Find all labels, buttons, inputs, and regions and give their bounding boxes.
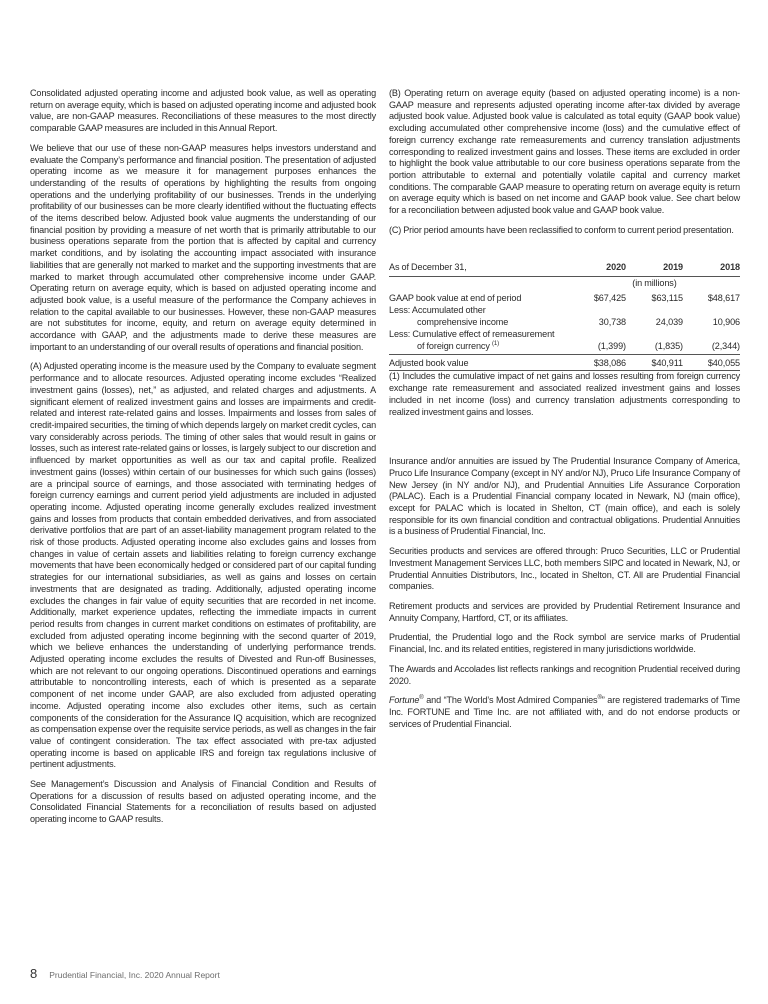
table-cell: 30,738: [598, 317, 626, 328]
row-label-gaap-book-value: GAAP book value at end of period: [389, 293, 522, 304]
table-year-2020: 2020: [606, 262, 626, 273]
disclosure-insurance: Insurance and/or annuities are issued by The Prudential Insurance Company of America, Pruco Life Insurance Company (except in NY and/or NJ), Pruco Life Insurance Company of New Jersey (in NY and/or NJ), and Prudential Annuities Life Assurance Corporation (PALAC). Each is a Prudential Financial company located in Newark, NJ (main office), except for PALAC which is located in Shelton, CT (main office), and each is solely responsible for its own financial condition and contractual obligations. Prudential Annuities is a business of Prudential Financial, Inc.: [389, 456, 740, 537]
disclosure-service-marks: Prudential, the Prudential logo and the Rock symbol are service marks of Prudential Financial, Inc. and its related entities, registered in many jurisdictions worldwide.: [389, 632, 740, 655]
disclosure-fortune: Fortune® and “The World’s Most Admired Companies®” are registered trademarks of Time Inc. FORTUNE and Time Inc. are not affiliated with, and do not endorse products or services of Prudential Financial.: [389, 695, 740, 729]
table-header-label: As of December 31,: [389, 262, 467, 273]
left-column: [30, 88, 376, 834]
footnote-marker: (1): [491, 341, 499, 348]
paragraph-operating-return: (B) Operating return on average equity (based on adjusted operating income) is a non-GAAP measure and represents adjusted operating income after-tax divided by average adjusted book value. Adjusted book value is calculated as total equity (GAAP book value) excluding accumulated other comprehensive income (loss) and the cumulative effect of foreign currency exchange rate remeasurements and currency translation adjustments corresponding to realized investment gains and losses. These items are excluded in order to highlight the book value attributable to our core business operations separate from the portion attributable to external and potentially volatile capital and currency market conditions. The comparable GAAP measure to operating return on average equity is return on average equity which is based on net income and GAAP book value. See chart below for a reconciliation between adjusted book value and GAAP book value.: [389, 88, 740, 216]
table-year-2018: 2018: [720, 262, 740, 273]
disclosure-securities: Securities products and services are offered through: Pruco Securities, LLC or Prudential Investment Management Services LLC, both members SIPC and located in Newark, NJ, or Prudential Annuities Distributors, Inc., located in Shelton, CT. All are Prudential Financial companies.: [389, 546, 740, 592]
row-label-adjusted-book-value: Adjusted book value: [389, 358, 469, 369]
table-row: [389, 316, 740, 328]
paragraph-non-gaap-rationale: We believe that our use of these non-GAAP measures helps investors understand and evaluate the Company’s performance and financial position. The presentation of adjusted operating income as we measure it for management purposes enhances the understanding of the results of operations by highlighting the results from ongoing operations and the underlying profitability of our businesses. Trends in the underlying profitability of our businesses can be more clearly identified without the fluctuating effects of the items described below. Adjusted book value augments the understanding of our financial position by providing a measure of net worth that is primarily attributable to our business operations separate from the portion that is affected by capital and currency market conditions, and by isolating the accounting impact associated with insurance liabilities that are generally not marked to market and the supporting investments that are marked to market through accumulated other comprehensive income under GAAP. Operating return on average equity, which is based on adjusted operating income and adjusted book value, is a useful measure of the performance the Company achieves in relation to the capital available to our businesses. However, these non-GAAP measures are not substitutes for income, equity, and return on average equity determined in accordance with GAAP, and the adjustments made to derive these measures are important to an understanding of our overall results of operations and financial position.: [30, 142, 376, 352]
right-column: [389, 88, 740, 738]
table-row: [389, 340, 740, 352]
row-label-remeasurement-a: Less: Cumulative effect of remeasurement: [389, 329, 555, 340]
table-header-row: [389, 261, 740, 277]
table-cell: (1,835): [654, 341, 683, 352]
table-footnote: (1) Includes the cumulative impact of net gains and losses resulting from foreign currency exchange rate remeasurement and associated realized investment gains and losses included in net income (loss) and currency translation adjustments corresponding to realized investment gains and losses.: [389, 371, 740, 417]
table-cell: $40,911: [651, 358, 683, 369]
table-cell: $38,086: [593, 358, 626, 369]
table-cell: 10,906: [712, 317, 740, 328]
row-label-aoci-a: Less: Accumulated other: [389, 305, 486, 316]
footer-publication-title: Prudential Financial, Inc. 2020 Annual Report: [49, 970, 220, 980]
disclosure-retirement: Retirement products and services are provided by Prudential Retirement Insurance and Annuity Company, Hartford, CT, or its affiliates.: [389, 600, 740, 623]
table-row: [389, 304, 740, 316]
page-number: 8: [30, 966, 38, 981]
table-cell: $48,617: [707, 293, 740, 304]
paragraph-see-mdna: See Management’s Discussion and Analysis of Financial Condition and Results of Operations for a discussion of results based on adjusted operating income, and the Consolidated Financial Statements for a reconciliation of results based on adjusted operating income to GAAP results.: [30, 779, 376, 825]
table-cell: (2,344): [711, 341, 740, 352]
table-year-2019: 2019: [663, 262, 683, 273]
page-footer: [30, 966, 220, 981]
table-cell: $63,115: [651, 293, 683, 304]
table-cell: $67,425: [593, 293, 626, 304]
table-row: [389, 328, 740, 340]
table-row: [389, 292, 740, 304]
table-cell: 24,039: [655, 317, 683, 328]
paragraph-adjusted-operating-income: (A) Adjusted operating income is the measure used by the Company to evaluate segment performance and to allocate resources. Adjusted operating income excludes “Realized investment gains (losses), net,” as adjusted, and related charges and adjustments. A significant element of realized investment gains and losses are impairments and credit-related and interest rate-related gains and losses. Impairments and losses from sales of credit-impaired securities, the timing of which depends largely on market credit cycles, can vary considerably across periods. The timing of other sales that would result in gains or losses, such as interest rate-related gains or losses, is largely subject to our discretion and influenced by market opportunities as well as our tax and capital profile. Realized investment gains (losses) within certain of our businesses for which such gains (losses) are a principal source of earnings, and those associated with terminating hedges of foreign currency earnings and current period yield adjustments are included in adjusted operating income. Adjusted operating income generally excludes realized investment gains and losses from products that contain embedded derivatives, and from associated derivative portfolios that are part of an asset-liability management program related to the risk of those products. Adjusted operating income also excludes gains and losses from changes in value of certain assets and liabilities relating to foreign currency exchange movements that have been economically hedged or considered part of our capital funding strategies for our international subsidiaries, as well as gains and losses on certain investments that are designated as trading. Additionally, adjusted operating income excludes the changes in fair value of equity securities that are recorded in net income. Additionally, market experience updates, reflecting the immediate impacts in current period results from changes in current market conditions on estimates of profitability, are excluded from adjusted operating income beginning with the second quarter of 2019, which we believe enhances the understanding of underlying performance trends. Adjusted operating income excludes the results of Divested and Run-off Businesses, which are not relevant to our ongoing operations. Discontinued operations and earnings attributable to noncontrolling interests, each of which is presented as a separate component of net income under GAAP, are also excluded from adjusted operating income. Adjusted operating income also excludes other items, such as certain components of the consideration for the Assurance IQ acquisition, which are recognized as compensation expense over the requisite service periods, as well as changes in the fair value of contingent consideration. The tax effect associated with pre-tax adjusted operating income is based on applicable IRS and foreign tax regulations inclusive of pertinent adjustments.: [30, 361, 377, 770]
table-total-row: [389, 354, 740, 371]
paragraph-reclassified: (C) Prior period amounts have been reclassified to conform to current period presentation.: [389, 224, 734, 235]
paragraph-non-gaap-intro: Consolidated adjusted operating income and adjusted book value, as well as operating return on average equity, which is based on adjusted operating income and adjusted book value, are non-GAAP measures. Reconciliations of these measures to the most directly comparable GAAP measures are included in this Annual Report.: [30, 88, 376, 134]
table-cell: $40,055: [707, 358, 740, 369]
row-label-remeasurement-b: of foreign currency $^{(1)}$: [417, 341, 499, 352]
book-value-reconciliation-table: [389, 261, 740, 371]
disclosure-awards: The Awards and Accolades list reflects rankings and recognition Prudential received during 2020.: [389, 663, 740, 686]
table-cell: (1,399): [597, 341, 626, 352]
table-unit-row: [389, 277, 740, 289]
table-unit-label: (in millions): [632, 278, 677, 289]
row-label-aoci-b: comprehensive income: [417, 317, 509, 328]
